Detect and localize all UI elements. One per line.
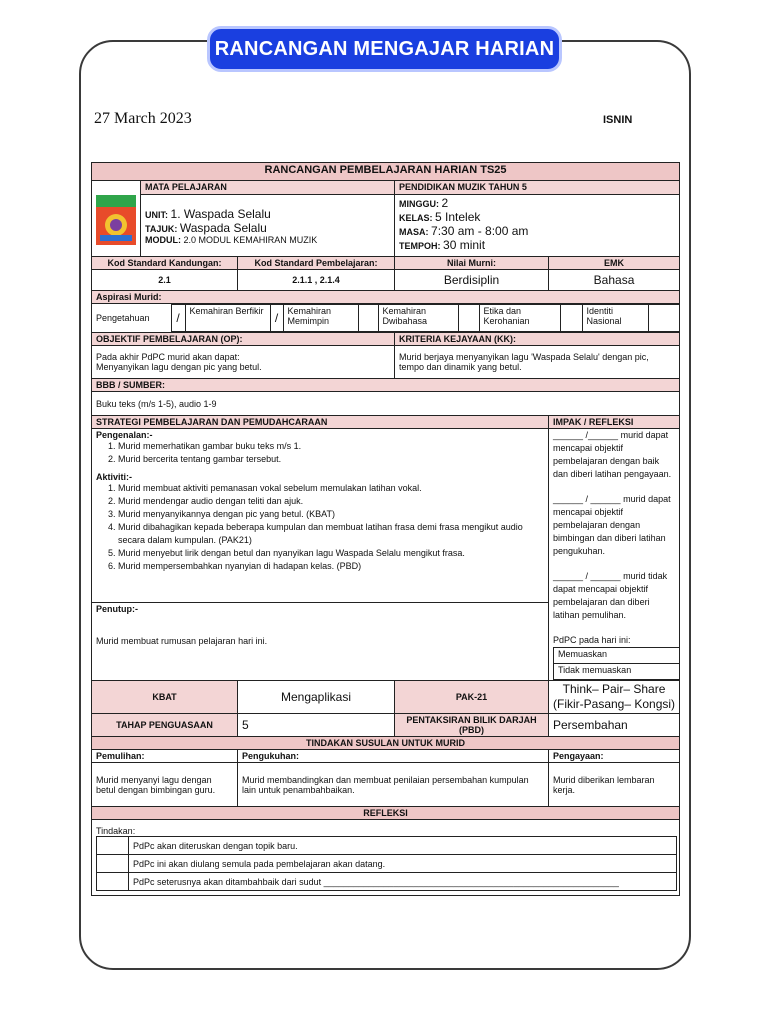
sp-label: Kod Standard Pembelajaran: [238,257,395,270]
lesson-day: ISNIN [603,114,633,126]
class-label: KELAS: [399,213,433,223]
class-value: 5 Intelek [435,210,481,224]
reflection-options [96,836,677,891]
tp-label: TAHAP PENGUASAAN [92,714,238,737]
op-line-1: Pada akhir PdPC murid akan dapat: [96,352,240,362]
pdpc-options [553,647,680,680]
emk-label: EMK [549,257,680,270]
topic-value: Waspada Selalu [179,220,267,235]
aspirasi-grid [92,304,680,332]
reflection-checkbox[interactable] [97,873,129,891]
reflection-checkbox[interactable] [97,837,129,855]
time-label: MASA: [399,227,429,237]
kk-label: KRITERIA KEJAYAAN (KK): [395,333,680,346]
unit-cell [141,195,395,257]
page-banner: RANCANGAN MENGAJAR HARIAN [207,26,562,72]
pdpc-label: PdPC pada hari ini: [553,635,631,645]
action-label: Tindakan: [96,826,136,836]
bbb-label: BBB / SUMBER: [92,379,680,392]
activity-section [92,471,549,602]
activity-item: 6. Murid mempersembahkan nyanyian di hadapan kelas. (PBD) [118,560,544,573]
intro-section [92,429,549,472]
aspirasi-item: Kemahiran Memimpin [283,305,358,332]
subject-label: MATA PELAJARAN [141,181,395,195]
pbd-value: Persembahan [549,714,680,737]
op-label: OBJEKTIF PEMBELAJARAN (OP): [92,333,395,346]
activity-item: 3. Murid menyanyikannya dengan pic yang betul. (KBAT) [118,508,544,521]
kbat-label: KBAT [92,681,238,714]
reflection-option: PdPc akan diteruskan dengan topik baru. [129,837,677,855]
aspirasi-item: Kemahiran Berfikir [185,305,270,332]
aspirasi-mark [560,305,582,332]
impact-p3: ______ / ______ murid tidak dapat mencapai objektif pembelajaran dan diberi latihan pemulihan. [553,571,668,620]
aspirasi-item: Pengetahuan [96,313,150,323]
intro-label: Pengenalan:- [96,430,153,440]
values-value: Berdisiplin [395,270,549,291]
intro-item: 2. Murid bercerita tentang gambar tersebut. [118,453,544,466]
followup-h2: Pengukuhan: [238,750,549,763]
subject-value: PENDIDIKAN MUZIK TAHUN 5 [395,181,680,195]
pak-value: Think– Pair– Share (Fikir-Pasang– Kongsi) [549,681,680,714]
followup-h1: Pemulihan: [92,750,238,763]
topic-label: TAJUK: [145,223,178,234]
module-label: MODUL: [145,234,181,245]
activity-item: 4. Murid dibahagikan kepada beberapa kumpulan dan membuat latihan frasa demi frasa mengikut audio secara dalam kumpulan. (PAK21) [118,521,544,547]
aspirasi-mark [458,305,479,332]
lesson-plan-table [91,162,680,896]
pdpc-option-poor: Tidak memuaskan [554,664,680,680]
aspirasi-mark [648,305,680,332]
textbook-cover [92,181,141,257]
intro-item: 1. Murid memerhatikan gambar buku teks m/s 1. [118,440,544,453]
emk-value: Bahasa [549,270,680,291]
time-value: 7:30 am - 8:00 am [431,224,529,238]
op-text [92,346,395,379]
kk-text: Murid berjaya menyanyikan lagu 'Waspada Selalu' dengan pic, tempo dan dinamik yang betul. [395,346,680,379]
ks-label: Kod Standard Kandungan: [92,257,238,270]
bbb-text: Buku teks (m/s 1-5), audio 1-9 [92,392,680,416]
schedule-cell [395,195,680,257]
op-line-2: Menyanyikan lagu dengan pic yang betul. [96,362,262,372]
aspirasi-mark [358,305,378,332]
reflection-cell [92,820,680,896]
pbd-label: PENTAKSIRAN BILIK DARJAH (PBD) [395,714,549,737]
aspirasi-mark: / [171,305,185,332]
module-value: 2.0 MODUL KEMAHIRAN MUZIK [183,234,318,245]
ks-value: 2.1 [92,270,238,291]
closing-label: Penutup:- [96,603,138,614]
reflection-label: REFLEKSI [92,807,680,820]
week-label: MINGGU: [399,199,439,209]
activity-label: Aktiviti:- [96,472,132,483]
reflection-option: PdPc seterusnya akan ditambahbaik dari sudut ___________________________________________________________ [129,873,677,891]
aspirasi-mark: / [270,305,283,332]
aspirasi-label: Aspirasi Murid: [92,291,680,304]
textbook-cover-image [96,195,136,245]
activity-item: 2. Murid mendengar audio dengan teliti dan ajuk. [118,495,544,508]
duration-label: TEMPOH: [399,241,441,251]
strategy-label: STRATEGI PEMBELAJARAN DAN PEMUDAHCARAAN [92,416,549,429]
values-label: Nilai Murni: [395,257,549,270]
impact-label: IMPAK / REFLEKSI [549,416,680,429]
duration-value: 30 minit [443,238,486,252]
activity-item: 5. Murid menyebut lirik dengan betul dan nyanyikan lagu Waspada Selalu mengikut frasa. [118,547,544,560]
followup-t2: Murid membandingkan dan membuat penilaian persembahan kumpulan lain untuk penambahbaikan. [238,763,549,807]
aspirasi-item: Kemahiran Dwibahasa [378,305,458,332]
activity-item: 1. Murid membuat aktiviti pemanasan vokal sebelum memulakan latihan vokal. [118,482,544,495]
unit-value: 1. Waspada Selalu [170,206,271,221]
impact-cell [549,429,680,681]
aspirasi-row [92,304,680,333]
lesson-date: 27 March 2023 [94,110,192,127]
impact-p2: ______ / ______ murid dapat mencapai objektif pembelajaran dengan bimbingan dan diberi latihan pengukuhan. [553,494,671,556]
sp-value: 2.1.1 , 2.1.4 [238,270,395,291]
pdpc-option-good: Memuaskan [554,648,680,664]
followup-h3: Pengayaan: [549,750,680,763]
followup-t1: Murid menyanyi lagu dengan betul dengan bimbingan guru. [92,763,238,807]
kbat-value: Mengaplikasi [238,681,395,714]
reflection-checkbox[interactable] [97,855,129,873]
unit-label: UNIT: [145,209,168,220]
reflection-option: PdPc ini akan diulang semula pada pembelajaran akan datang. [129,855,677,873]
tp-value: 5 [238,714,395,737]
week-value: 2 [441,196,449,210]
plan-title: RANCANGAN PEMBELAJARAN HARIAN TS25 [92,163,680,181]
impact-p1: ______ /______ murid dapat mencapai objektif pembelajaran dengan baik dan diberi latihan pengayaan. [553,430,672,479]
aspirasi-item: Etika dan Kerohanian [479,305,560,332]
aspirasi-item: Identiti Nasional [582,305,648,332]
closing-text: Murid membuat rumusan pelajaran hari ini. [96,635,268,646]
followup-t3: Murid diberikan lembaran kerja. [549,763,680,807]
pak-label: PAK-21 [395,681,549,714]
closing-section [92,602,549,680]
followup-label: TINDAKAN SUSULAN UNTUK MURID [92,737,680,750]
